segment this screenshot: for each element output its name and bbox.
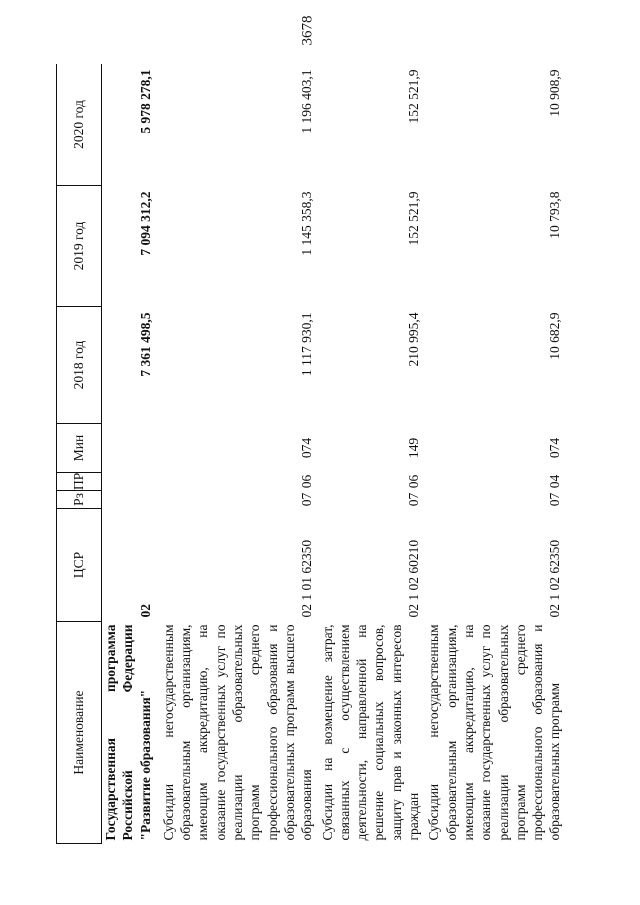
program-csr: 02 (137, 604, 153, 618)
row-pr: 04 (547, 474, 563, 489)
table-row (160, 64, 319, 844)
program-2020: 5 978 278,1 (137, 69, 153, 134)
table-header-row (57, 64, 102, 844)
program-name-part: Федерации (120, 624, 136, 693)
col-header-pr: ПР (57, 473, 102, 491)
program-min (102, 424, 160, 473)
col-header-2020: 2020 год (57, 64, 102, 186)
row-name: Субсидии на возмещение затрат, связанных с осуществлением деятельности, направленной на решение социальных вопросов, защиту прав и законных интересов граждан (319, 624, 422, 841)
col-header-2019: 2019 год (57, 186, 102, 307)
row-2020: 10 908,9 (547, 69, 563, 117)
table-row (425, 64, 566, 844)
row-rz: 07 (547, 492, 563, 507)
col-header-min: Мин (57, 424, 102, 473)
row-min: 149 (406, 437, 422, 459)
row-pr: 06 (406, 474, 422, 489)
col-header-name: Наименование (57, 622, 102, 844)
program-name-part: программа (103, 624, 118, 692)
row-2019: 152 521,9 (406, 191, 422, 246)
row-rz: 07 (406, 492, 422, 507)
row-csr: 02 1 02 62350 (547, 539, 563, 618)
budget-table (56, 64, 567, 844)
row-2019: 1 145 358,3 (299, 191, 315, 256)
rotated-page-content (56, 64, 602, 844)
budget-table-wrapper (56, 64, 602, 844)
col-header-csr: ЦСР (57, 509, 102, 622)
row-csr: 02 1 01 62350 (299, 539, 315, 618)
col-header-rz: Рз (57, 491, 102, 509)
program-pr (102, 473, 160, 491)
row-min: 074 (547, 437, 563, 459)
row-csr: 02 1 02 60210 (406, 539, 422, 618)
row-2018: 1 117 930,1 (299, 312, 315, 377)
row-min: 074 (299, 437, 315, 459)
row-2018: 210 995,4 (406, 312, 422, 367)
row-2019: 10 793,8 (547, 191, 563, 239)
program-name-part: Российской (120, 770, 136, 841)
row-rz: 07 (299, 492, 315, 507)
program-rz (102, 491, 160, 509)
program-2018: 7 361 498,5 (137, 312, 153, 377)
row-2018: 10 682,9 (547, 312, 563, 360)
row-2020: 1 196 403,1 (299, 69, 315, 134)
table-row (319, 64, 426, 844)
program-name (102, 622, 160, 844)
program-row (102, 64, 160, 844)
row-name: Субсидии негосударственным образовательным организациям, имеющим аккредитацию, на оказание государственных услуг по реализации образовательных программ среднего профессионального образования и образовательных программ высшего образования (160, 624, 315, 841)
row-name: Субсидии негосударственным образовательным организациям, имеющим аккредитацию, на оказание государственных услуг по реализации образовательных программ среднего профессионального образования и образовательных программ (426, 624, 563, 841)
row-2020: 152 521,9 (406, 69, 422, 124)
page-number: 3678 (299, 15, 316, 45)
col-header-2018: 2018 год (57, 307, 102, 424)
program-name-part: "Развитие образования" (137, 689, 153, 841)
row-pr: 06 (299, 474, 315, 489)
program-name-part: Государственная (103, 738, 118, 841)
program-2019: 7 094 312,2 (137, 191, 153, 256)
